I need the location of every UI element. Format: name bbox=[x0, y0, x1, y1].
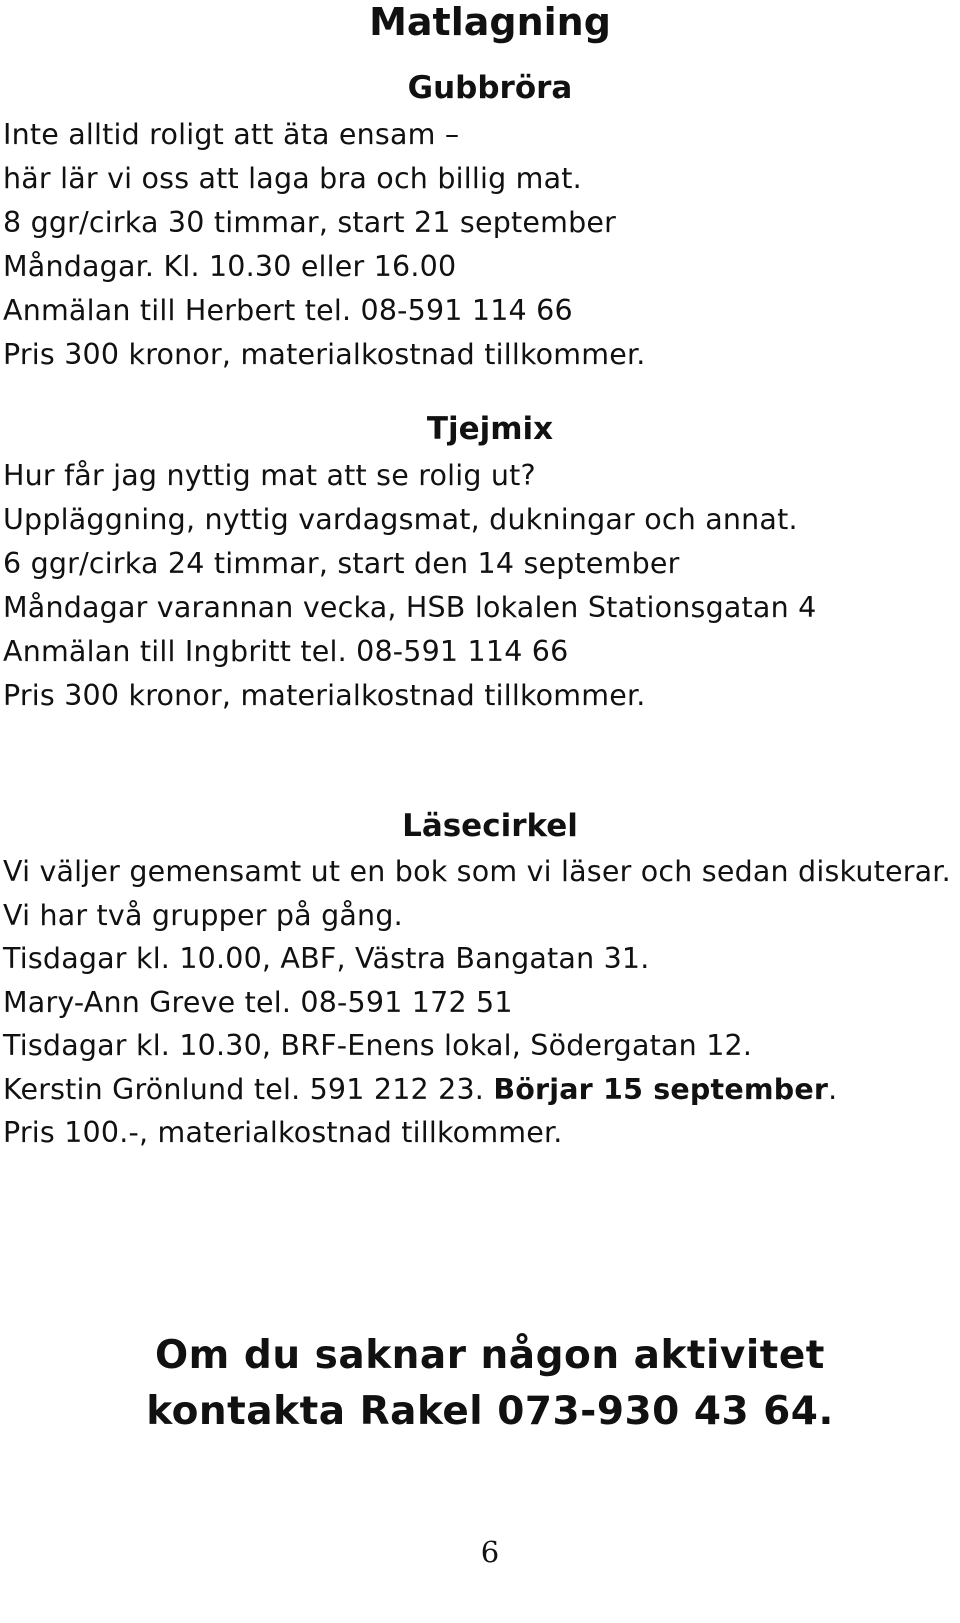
start-date-highlight: Börjar 15 september bbox=[493, 1072, 829, 1106]
text-line-prefix: Kerstin Grönlund tel. 591 212 23. bbox=[3, 1072, 494, 1106]
page-title: Matlagning bbox=[369, 0, 611, 44]
section-title-gubbrora: Gubbröra bbox=[407, 70, 573, 106]
contact-line-2: kontakta Rakel 073-930 43 64. bbox=[146, 1389, 834, 1434]
text-line: Anmälan till Ingbritt tel. 08-591 114 66 bbox=[3, 635, 569, 668]
section-text-lasecirkel bbox=[3, 850, 953, 1155]
text-line: Inte alltid roligt att äta ensam – bbox=[3, 118, 460, 151]
contact-line-1: Om du saknar någon aktivitet bbox=[155, 1333, 825, 1378]
section-title-tjejmix: Tjejmix bbox=[426, 411, 554, 447]
text-line: Måndagar varannan vecka, HSB lokalen Stationsgatan 4 bbox=[3, 591, 817, 624]
section-text-tjejmix bbox=[3, 454, 953, 718]
contact-block bbox=[0, 1328, 960, 1440]
text-line bbox=[3, 1068, 953, 1112]
text-line: 8 ggr/cirka 30 timmar, start 21 september bbox=[3, 206, 617, 239]
text-line: Tisdagar kl. 10.00, ABF, Västra Bangatan 31. bbox=[3, 942, 650, 975]
text-line: Pris 300 kronor, materialkostnad tillkommer. bbox=[3, 679, 646, 712]
text-line: Måndagar. Kl. 10.30 eller 16.00 bbox=[3, 250, 457, 283]
text-line: här lär vi oss att laga bra och billig mat. bbox=[3, 162, 582, 195]
section-title-lasecirkel: Läsecirkel bbox=[402, 808, 578, 844]
section-text-gubbrora bbox=[3, 113, 953, 377]
text-line: Anmälan till Herbert tel. 08-591 114 66 bbox=[3, 294, 573, 327]
text-line: Vi har två grupper på gång. bbox=[3, 898, 403, 932]
text-line: Mary-Ann Greve tel. 08-591 172 51 bbox=[3, 985, 513, 1019]
text-line: Tisdagar kl. 10.30, BRF-Enens lokal, Södergatan 12. bbox=[3, 1029, 753, 1062]
text-line-suffix: . bbox=[828, 1072, 838, 1106]
text-line: Pris 300 kronor, materialkostnad tillkommer. bbox=[3, 338, 646, 371]
text-line: 6 ggr/cirka 24 timmar, start den 14 september bbox=[3, 547, 680, 580]
text-line: Hur får jag nyttig mat att se rolig ut? bbox=[3, 459, 536, 492]
text-line: Vi väljer gemensamt ut en bok som vi läser och sedan diskuterar. bbox=[3, 855, 951, 888]
text-line: Pris 100.-, materialkostnad tillkommer. bbox=[3, 1116, 563, 1149]
text-line: Uppläggning, nyttig vardagsmat, dukningar och annat. bbox=[3, 503, 798, 536]
page-number: 6 bbox=[480, 1535, 500, 1569]
